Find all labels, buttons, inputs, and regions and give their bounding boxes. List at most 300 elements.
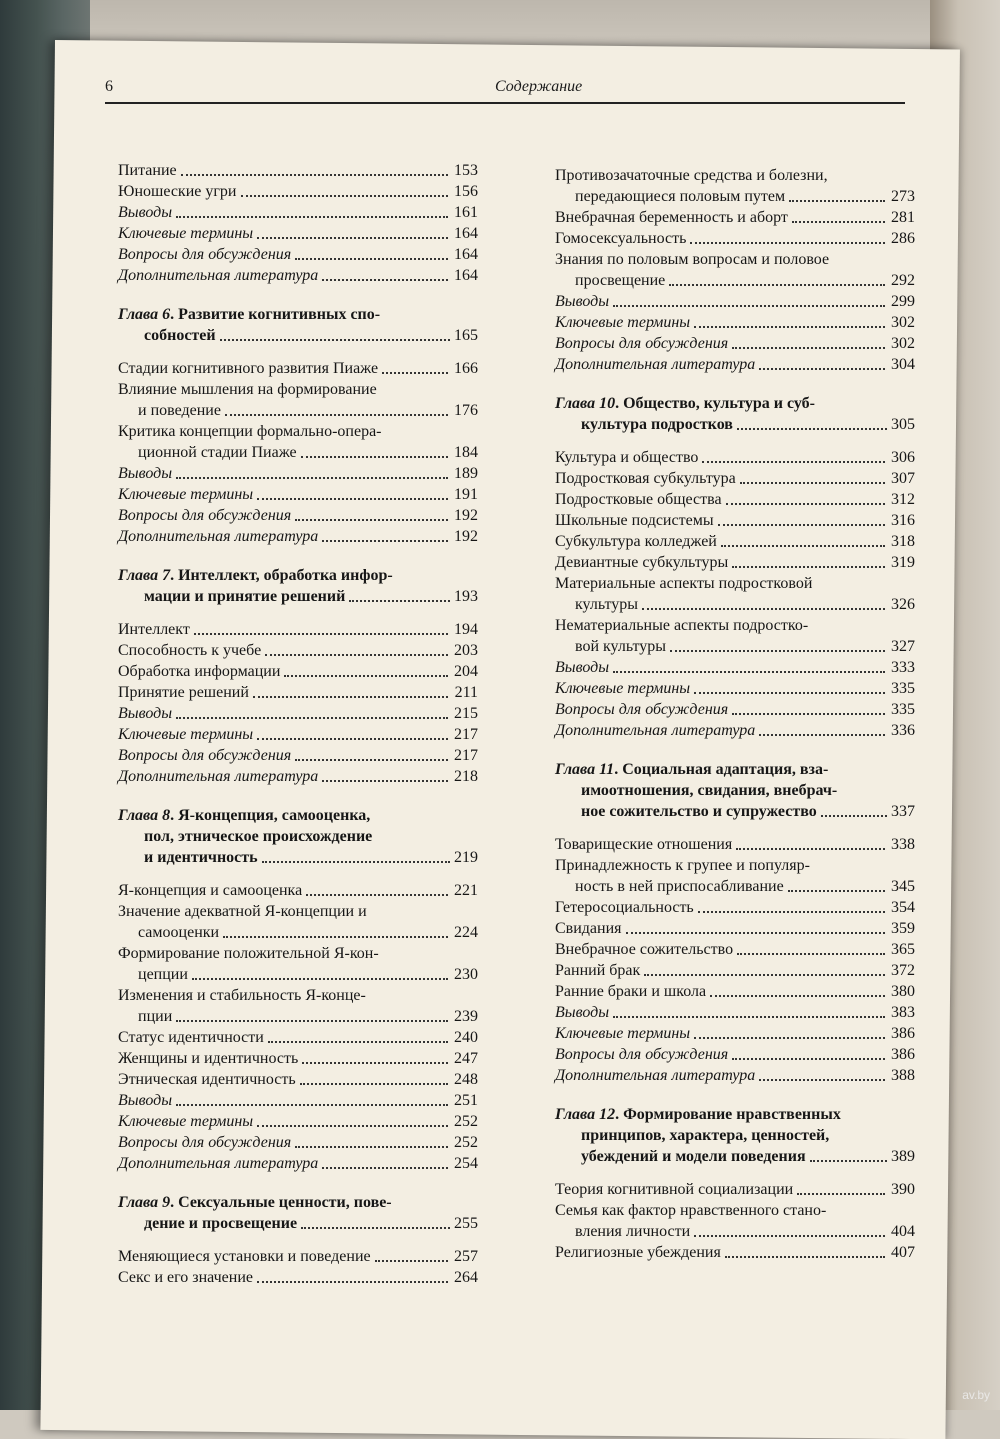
page-ref: 191	[454, 486, 478, 503]
entry-title: Подростковые общества	[555, 491, 722, 508]
chapter-label: Глава 12	[555, 1106, 616, 1123]
toc-entry	[118, 1048, 478, 1069]
toc-entry	[118, 1246, 478, 1267]
page-ref: 192	[454, 528, 478, 545]
chapter-title: Развитие когнитивных спо-	[178, 306, 381, 323]
dot-leader	[176, 476, 448, 479]
page-ref: 302	[891, 314, 915, 331]
chapter-first-line: Глава 9. Сексуальные ценности, пове-	[118, 1194, 392, 1211]
page-ref: 164	[454, 267, 478, 284]
chapter-title-line: убеждений и модели поведения	[581, 1148, 806, 1165]
dot-leader	[759, 367, 885, 370]
dot-leader	[759, 1078, 885, 1081]
toc-entry	[555, 981, 915, 1002]
toc-entry	[555, 1179, 915, 1200]
page-ref: 389	[891, 1148, 915, 1165]
entry-title: Выводы	[555, 1004, 610, 1021]
dot-leader	[732, 712, 885, 715]
toc-entry	[118, 379, 478, 421]
page-ref: 224	[454, 924, 478, 941]
dot-leader	[797, 1192, 885, 1195]
entry-title: Вопросы для обсуждения	[118, 747, 292, 764]
entry-continuation	[118, 922, 478, 943]
entry-title: Вопросы для обсуждения	[118, 507, 292, 524]
page-ref: 386	[891, 1025, 915, 1042]
chapter-last-line	[118, 1213, 478, 1234]
dot-leader	[295, 257, 448, 260]
page-ref: 264	[454, 1269, 478, 1286]
entry-title: Культура и общество	[555, 449, 699, 466]
chapter-heading	[118, 565, 478, 607]
entry-title: Юношеские угри	[118, 183, 237, 200]
entry-title: Ключевые термины	[118, 726, 254, 743]
dot-leader	[736, 847, 885, 850]
dot-leader	[295, 518, 448, 521]
entry-title: Внебрачная беременность и аборт	[555, 209, 788, 226]
page-ref: 165	[454, 327, 478, 344]
toc-right-column	[555, 165, 915, 1263]
dot-leader	[613, 304, 885, 307]
chapter-title: Общество, культура и суб-	[623, 395, 815, 412]
dot-leader	[257, 497, 448, 500]
entry-title-line: Семья как фактор нравственного стано-	[555, 1202, 827, 1219]
entry-title-line: Значение адекватной Я-концепции и	[118, 903, 367, 920]
page-ref: 219	[454, 849, 478, 866]
dot-leader	[721, 544, 885, 547]
entry-continuation	[118, 1006, 478, 1027]
dot-leader	[262, 860, 450, 863]
toc-entry	[118, 223, 478, 244]
chapter-last-line	[555, 414, 915, 435]
toc-entry	[118, 202, 478, 223]
dot-leader	[670, 649, 885, 652]
toc-entry	[118, 463, 478, 484]
toc-entry	[555, 657, 915, 678]
entry-title: пции	[138, 1008, 173, 1025]
entry-title: Ключевые термины	[118, 225, 254, 242]
chapter-label: Глава 6	[118, 306, 171, 323]
toc-entry	[118, 526, 478, 547]
entry-title-line: Формирование положительной Я-кон-	[118, 945, 379, 962]
dot-leader	[821, 814, 887, 817]
toc-entry	[118, 619, 478, 640]
dot-leader	[690, 241, 885, 244]
page-ref: 354	[891, 899, 915, 916]
dot-leader	[181, 173, 448, 176]
entry-title: Ключевые термины	[118, 486, 254, 503]
entry-title: Вопросы для обсуждения	[118, 1134, 292, 1151]
entry-title-line: Противозачаточные средства и болезни,	[555, 167, 828, 184]
page-ref: 218	[454, 768, 478, 785]
dot-leader	[698, 910, 885, 913]
entry-title: Я-концепция и самооценка	[118, 882, 303, 899]
dot-leader	[322, 1166, 448, 1169]
dot-leader	[740, 481, 885, 484]
toc-entry	[555, 1002, 915, 1023]
page-ref: 166	[454, 360, 478, 377]
chapter-title-line: культура подростков	[581, 416, 733, 433]
entry-title: Ключевые термины	[555, 1025, 691, 1042]
toc-entry	[118, 358, 478, 379]
entry-title: Дополнительная литература	[118, 528, 319, 545]
watermark: av.by	[962, 1388, 990, 1402]
dot-leader	[644, 973, 885, 976]
page-ref: 404	[891, 1223, 915, 1240]
chapter-first-line: Глава 11. Социальная адаптация, вза-	[555, 761, 829, 778]
entry-title-line: Критика концепции формально-опера-	[118, 423, 382, 440]
entry-title: Этническая идентичность	[118, 1071, 296, 1088]
entry-title: Вопросы для обсуждения	[555, 335, 729, 352]
toc-entry	[555, 939, 915, 960]
dot-leader	[223, 935, 448, 938]
dot-leader	[694, 1036, 885, 1039]
chapter-title: Социальная адаптация, вза-	[622, 761, 829, 778]
dot-leader	[726, 502, 885, 505]
page-ref: 312	[891, 491, 915, 508]
page-ref: 307	[891, 470, 915, 487]
dot-leader	[694, 325, 885, 328]
chapter-title-line: дение и просвещение	[144, 1215, 298, 1232]
dot-leader	[301, 455, 448, 458]
toc-entry	[555, 699, 915, 720]
entry-title: Ранние браки и школа	[555, 983, 707, 1000]
toc-entry	[555, 228, 915, 249]
entry-continuation	[555, 186, 915, 207]
entry-title: Вопросы для обсуждения	[555, 1046, 729, 1063]
chapter-title-line: и идентичность	[144, 849, 258, 866]
toc-entry	[555, 291, 915, 312]
entry-title: Выводы	[118, 204, 173, 221]
entry-continuation	[555, 1221, 915, 1242]
entry-title: Дополнительная литература	[118, 267, 319, 284]
dot-leader	[295, 758, 448, 761]
page-ref: 164	[454, 246, 478, 263]
chapter-label: Глава 10	[555, 395, 616, 412]
entry-continuation	[555, 270, 915, 291]
chapter-first-line: Глава 10. Общество, культура и суб-	[555, 395, 815, 412]
entry-continuation	[555, 636, 915, 657]
entry-title: ность в ней приспосабливание	[575, 878, 784, 895]
toc-entry	[555, 510, 915, 531]
dot-leader	[265, 653, 448, 656]
toc-entry	[118, 1153, 478, 1174]
dot-leader	[176, 716, 448, 719]
chapter-last-line	[118, 325, 478, 346]
toc-entry	[555, 333, 915, 354]
entry-title: Дополнительная литература	[555, 722, 756, 739]
dot-leader	[710, 994, 885, 997]
toc-entry	[555, 897, 915, 918]
dot-leader	[737, 427, 887, 430]
page-ref: 326	[891, 596, 915, 613]
toc-entry	[555, 720, 915, 741]
page-ref: 359	[891, 920, 915, 937]
page-ref: 204	[454, 663, 478, 680]
toc-entry	[118, 985, 478, 1027]
toc-entry	[118, 745, 478, 766]
page-ref: 215	[454, 705, 478, 722]
dot-leader	[241, 194, 449, 197]
toc-entry	[118, 1069, 478, 1090]
page-ref: 193	[454, 588, 478, 605]
page-ref: 319	[891, 554, 915, 571]
toc-entry	[118, 265, 478, 286]
page-ref: 156	[454, 183, 478, 200]
toc-entry	[555, 468, 915, 489]
chapter-heading	[555, 1104, 915, 1167]
entry-title: Выводы	[555, 659, 610, 676]
entry-continuation	[118, 400, 478, 421]
chapter-heading	[118, 1192, 478, 1234]
toc-entry	[555, 573, 915, 615]
chapter-title-line: пол, этническое происхождение	[144, 828, 373, 845]
dot-leader	[220, 338, 450, 341]
entry-title: Принятие решений	[118, 684, 249, 701]
page-number: 6	[105, 78, 113, 95]
dot-leader	[257, 1280, 448, 1283]
toc-entry	[118, 1111, 478, 1132]
page-ref: 335	[891, 701, 915, 718]
page-ref: 304	[891, 356, 915, 373]
chapter-last-line	[555, 1146, 915, 1167]
entry-title: Секс и его значение	[118, 1269, 253, 1286]
toc-entry	[118, 901, 478, 943]
toc-entry	[555, 249, 915, 291]
chapter-first-line: Глава 8. Я-концепция, самооценка,	[118, 807, 371, 824]
page-ref: 365	[891, 941, 915, 958]
dot-leader	[349, 599, 450, 602]
toc-entry	[555, 1023, 915, 1044]
entry-title: Выводы	[118, 1092, 173, 1109]
toc-entry	[118, 682, 478, 703]
entry-title: Интеллект	[118, 621, 190, 638]
dot-leader	[176, 1103, 448, 1106]
page-ref: 372	[891, 962, 915, 979]
page-ref: 221	[454, 882, 478, 899]
entry-title: Товарищеские отношения	[555, 836, 733, 853]
dot-leader	[253, 695, 448, 698]
toc-entry	[118, 1267, 478, 1288]
toc-entry	[118, 421, 478, 463]
chapter-heading	[118, 304, 478, 346]
page-ref: 161	[454, 204, 478, 221]
entry-title: Подростковая субкультура	[555, 470, 736, 487]
entry-continuation	[555, 594, 915, 615]
toc-entry	[555, 531, 915, 552]
entry-title: Внебрачное сожительство	[555, 941, 734, 958]
toc-entry	[118, 1090, 478, 1111]
entry-title: Способность к учебе	[118, 642, 262, 659]
entry-title-line: Материальные аспекты подростковой	[555, 575, 813, 592]
page-ref: 189	[454, 465, 478, 482]
chapter-first-line: Глава 6. Развитие когнитивных спо-	[118, 306, 381, 323]
entry-title: Обработка информации	[118, 663, 281, 680]
entry-title: Вопросы для обсуждения	[555, 701, 729, 718]
toc-entry	[555, 1065, 915, 1086]
dot-leader	[613, 670, 885, 673]
toc-entry	[555, 834, 915, 855]
page-ref: 335	[891, 680, 915, 697]
page-ref: 333	[891, 659, 915, 676]
entry-title: Выводы	[118, 465, 173, 482]
dot-leader	[268, 1040, 448, 1043]
entry-title-line: Нематериальные аспекты подростко-	[555, 617, 809, 634]
dot-leader	[302, 1061, 448, 1064]
page-ref: 336	[891, 722, 915, 739]
page-ref: 338	[891, 836, 915, 853]
page-ref: 203	[454, 642, 478, 659]
entry-title: Субкультура колледжей	[555, 533, 717, 550]
page-ref: 407	[891, 1244, 915, 1261]
entry-title: Гомосексуальность	[555, 230, 687, 247]
chapter-last-line	[118, 586, 478, 607]
entry-title-line: Изменения и стабильность Я-конце-	[118, 987, 366, 1004]
toc-entry	[555, 1044, 915, 1065]
entry-title-line: Знания по половым вопросам и половое	[555, 251, 830, 268]
page-ref: 316	[891, 512, 915, 529]
entry-title: Дополнительная литература	[118, 1155, 319, 1172]
page-ref: 247	[454, 1050, 478, 1067]
page-ref: 390	[891, 1181, 915, 1198]
dot-leader	[382, 371, 448, 374]
toc-entry	[118, 640, 478, 661]
page-ref: 386	[891, 1046, 915, 1063]
dot-leader	[194, 632, 448, 635]
toc-entry	[118, 724, 478, 745]
toc-entry	[118, 880, 478, 901]
entry-title: Ключевые термины	[118, 1113, 254, 1130]
toc-entry	[118, 661, 478, 682]
dot-leader	[626, 931, 885, 934]
toc-entry	[118, 484, 478, 505]
dot-leader	[301, 1226, 450, 1229]
page-ref: 388	[891, 1067, 915, 1084]
dot-leader	[257, 236, 448, 239]
dot-leader	[694, 1234, 885, 1237]
entry-title: Женщины и идентичность	[118, 1050, 299, 1067]
chapter-label: Глава 8	[118, 807, 171, 824]
page-ref: 383	[891, 1004, 915, 1021]
dot-leader	[725, 1255, 885, 1258]
entry-title: Религиозные убеждения	[555, 1244, 721, 1261]
entry-title: Дополнительная литература	[118, 768, 319, 785]
entry-title: вления личности	[575, 1223, 691, 1240]
entry-title: цепции	[138, 966, 188, 983]
page-ref: 337	[891, 803, 915, 820]
chapter-label: Глава 7	[118, 567, 171, 584]
page-ref: 327	[891, 638, 915, 655]
page-ref: 302	[891, 335, 915, 352]
toc-entry	[555, 1242, 915, 1263]
chapter-heading	[555, 393, 915, 435]
toc-entry	[555, 312, 915, 333]
dot-leader	[737, 952, 885, 955]
page-ref: 194	[454, 621, 478, 638]
dot-leader	[295, 1145, 448, 1148]
entry-title: ционной стадии Пиаже	[138, 444, 297, 461]
page-ref: 252	[454, 1134, 478, 1151]
chapter-title-line: принципов, характера, ценностей,	[581, 1127, 830, 1144]
chapter-label: Глава 11	[555, 761, 615, 778]
chapter-title: Я-концепция, самооценка,	[178, 807, 371, 824]
page-ref: 164	[454, 225, 478, 242]
page-ref: 281	[891, 209, 915, 226]
toc-left-column	[118, 160, 478, 1288]
page-ref: 292	[891, 272, 915, 289]
page-ref: 176	[454, 402, 478, 419]
entry-title: Меняющиеся установки и поведение	[118, 1248, 371, 1265]
page-ref: 286	[891, 230, 915, 247]
chapter-label: Глава 9	[118, 1194, 171, 1211]
dot-leader	[322, 539, 448, 542]
entry-title: Ранний брак	[555, 962, 641, 979]
page-ref: 273	[891, 188, 915, 205]
page-ref: 217	[454, 726, 478, 743]
dot-leader	[257, 1124, 448, 1127]
entry-title: просвещение	[575, 272, 666, 289]
toc-entry	[555, 165, 915, 207]
entry-continuation	[118, 964, 478, 985]
dot-leader	[732, 565, 885, 568]
page-ref: 380	[891, 983, 915, 1000]
entry-title: Ключевые термины	[555, 314, 691, 331]
toc-entry	[555, 207, 915, 228]
entry-title: вой культуры	[575, 638, 667, 655]
dot-leader	[322, 278, 448, 281]
dot-leader	[702, 460, 885, 463]
entry-title: Статус идентичности	[118, 1029, 264, 1046]
dot-leader	[300, 1082, 448, 1085]
dot-leader	[176, 215, 448, 218]
chapter-title: Сексуальные ценности, пове-	[178, 1194, 392, 1211]
page-ref: 153	[454, 162, 478, 179]
dot-leader	[732, 1057, 885, 1060]
dot-leader	[788, 889, 885, 892]
entry-title: Школьные подсистемы	[555, 512, 714, 529]
toc-entry	[555, 615, 915, 657]
page-ref: 184	[454, 444, 478, 461]
chapter-heading	[555, 759, 915, 822]
dot-leader	[375, 1259, 448, 1262]
page-ref: 239	[454, 1008, 478, 1025]
dot-leader	[306, 893, 448, 896]
toc-entry	[555, 918, 915, 939]
toc-entry	[118, 160, 478, 181]
chapter-title-line: имоотношения, свидания, внебрач-	[581, 782, 838, 799]
toc-entry	[555, 489, 915, 510]
entry-title: самооценки	[138, 924, 220, 941]
entry-title: Стадии когнитивного развития Пиаже	[118, 360, 379, 377]
dot-leader	[613, 1015, 885, 1018]
chapter-last-line	[555, 801, 915, 822]
page-ref: 240	[454, 1029, 478, 1046]
toc-entry	[118, 505, 478, 526]
page-ref: 252	[454, 1113, 478, 1130]
entry-title: Дополнительная литература	[555, 356, 756, 373]
toc-entry	[555, 678, 915, 699]
dot-leader	[669, 283, 885, 286]
dot-leader	[322, 779, 448, 782]
toc-entry	[118, 1027, 478, 1048]
entry-title: передающиеся половым путем	[575, 188, 786, 205]
running-title: Содержание	[495, 78, 583, 95]
page-ref: 192	[454, 507, 478, 524]
entry-title-line: Принадлежность к групее и популяр-	[555, 857, 810, 874]
dot-leader	[642, 607, 885, 610]
dot-leader	[718, 523, 885, 526]
entry-title: Выводы	[118, 705, 173, 722]
entry-title: культуры	[575, 596, 639, 613]
